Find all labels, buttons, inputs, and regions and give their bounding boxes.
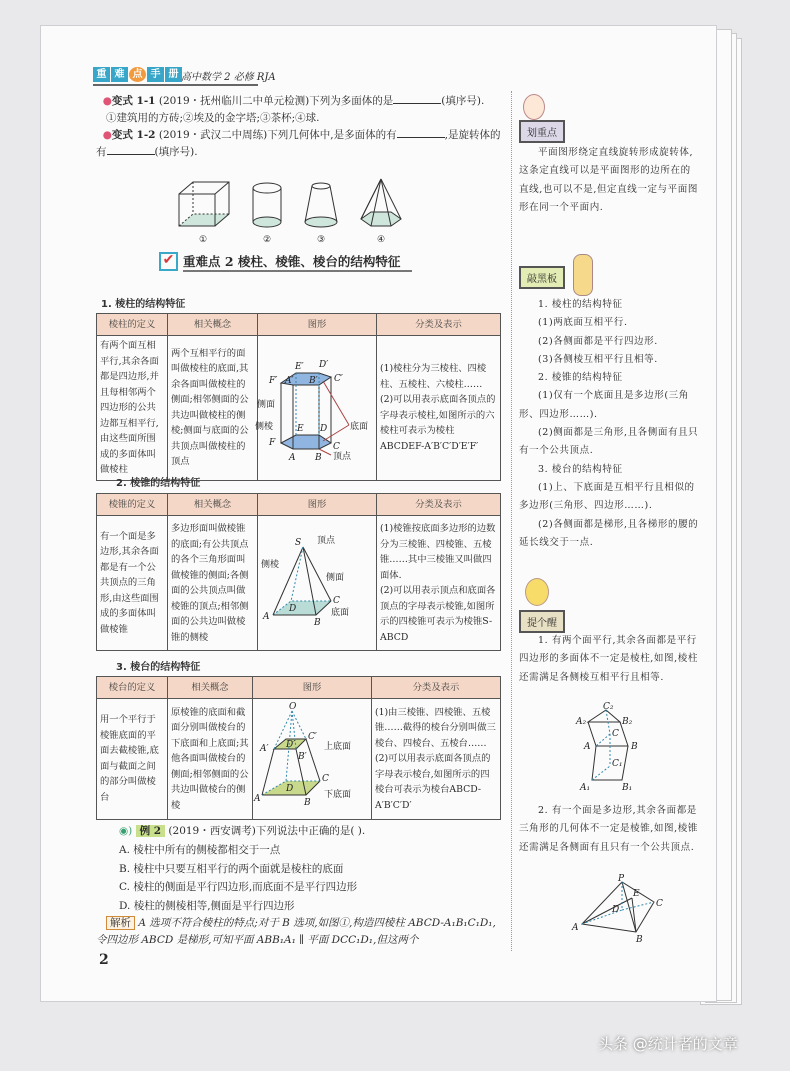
figure-label: C [612, 729, 619, 739]
figure-label: F [269, 438, 276, 448]
definition-cell: 用一个平行于棱锥底面的平面去截棱锥,底面与截面之间的部分叫做棱台 [97, 699, 168, 820]
concept-cell: 两个互相平行的面叫做棱柱的底面,其余各面叫做棱柱的侧面;相邻侧面的公共边叫做棱柱的侧棱;侧面与底面的公共顶点叫做棱柱的顶点 [168, 336, 258, 481]
key-point-text: 平面图形绕定直线旋转形成旋转体,这条定直线可以是平面图形的边所在的直线,也可以不是,但定直线一定与平面图形在同一个平面内. [519, 147, 698, 213]
concept-cell: 原棱锥的底面和截面分别叫做棱台的下底面和上底面;其他各面叫做棱台的侧面;相邻侧面的公共边叫做棱台的侧棱 [168, 699, 253, 820]
table-header: 棱锥的定义 [97, 494, 168, 516]
column-divider [511, 91, 512, 951]
figure-label: B [636, 935, 643, 945]
option-b: B. 棱柱中只要互相平行的两个面就是棱柱的底面 [119, 862, 344, 875]
figure-label: B₂ [622, 717, 633, 727]
example-2 [119, 823, 504, 840]
example-options [119, 841, 357, 915]
table-title: 2. 棱锥的结构特征 [116, 478, 201, 489]
header-rule [93, 84, 258, 86]
page-number: 2 [99, 952, 109, 968]
frustum-figure [256, 701, 368, 811]
table-header: 图形 [258, 494, 377, 516]
figure-label: D′ [319, 360, 329, 370]
figure-label: E′ [295, 362, 304, 372]
table-header: 相关概念 [168, 494, 258, 516]
option-d: D. 棱柱的侧棱相等,侧面是平行四边形 [119, 899, 295, 912]
subject-header: 高中数学 2 必修 RJA [181, 72, 276, 83]
figure-label: P [618, 874, 625, 884]
figure-label: B [304, 798, 311, 808]
concept-cell: 多边形面叫做棱锥的底面;有公共顶点的各个三角形面叫做棱锥的侧面;各侧面的公共顶点叫做棱锥的顶点;相邻侧面的公共边叫做棱锥的侧棱 [168, 516, 258, 651]
table-header: 棱柱的定义 [97, 314, 168, 336]
figure-label: B [631, 742, 638, 752]
answer-blank[interactable] [393, 103, 441, 104]
figure-cell [258, 516, 377, 651]
figure-label: A [254, 794, 261, 804]
reminder-tag: 提个醒 [519, 610, 565, 633]
logo-char: 点 [129, 67, 146, 82]
figure-label: D′ [286, 740, 296, 750]
pyramid-table [96, 493, 501, 651]
blackboard-line: 1. 棱柱的结构特征 [538, 299, 623, 310]
figure-label: ② [263, 235, 272, 245]
logo-char: 册 [165, 67, 182, 82]
blackboard-line: (1)两底面互相平行. [538, 317, 628, 329]
figure-label: 顶点 [333, 452, 352, 462]
section-title: 重难点 2 棱柱、棱锥、棱台的结构特征 [183, 252, 412, 272]
definition-cell: 有一个面是多边形,其余各面都是有一个公共顶点的三角形,由这些面围成的多面体叫做棱锥 [97, 516, 168, 651]
figure-label: D [612, 905, 620, 915]
key-point-tag: 划重点 [519, 120, 565, 143]
figure-label: C [333, 442, 340, 452]
blackboard-line: (2)侧面都是三角形,且各侧面有且只有一个公共顶点. [519, 427, 699, 457]
figure-label: C₁ [612, 759, 623, 769]
example-label: 例 2 [136, 825, 165, 837]
figure-label: B [315, 453, 322, 463]
table-header: 分类及表示 [372, 677, 501, 699]
prism-counterexample-figure [576, 704, 646, 794]
classification-cell: (1)棱柱分为三棱柱、四棱柱、五棱柱、六棱柱…… (2)可以用表示底面各顶点的字母表示棱柱,如图所示的六棱柱可表示为棱柱ABCDEF-A′B′C′D′E′F′ [377, 336, 501, 481]
pyramid-figure [261, 525, 373, 635]
blackboard-list [519, 296, 699, 552]
figure-label: E [633, 889, 640, 899]
figure-label: 侧棱 [261, 560, 280, 571]
figure-label: 顶点 [317, 536, 336, 547]
figure-label: B′ [298, 752, 307, 762]
teacher-avatar-icon [523, 94, 545, 120]
blackboard-line: (2)各侧面都是平行四边形. [538, 335, 658, 347]
handbook-logo [93, 67, 182, 82]
figure-label: C [656, 899, 663, 909]
figure-label: 底面 [331, 608, 350, 619]
logo-char: 重 [93, 67, 110, 82]
figure-cell [253, 699, 372, 820]
figure-label: D [320, 424, 328, 434]
variant-text: (2019・抚州临川二中单元检测)下列为多面体的是 [158, 95, 394, 107]
figure-label: 下底面 [324, 790, 352, 800]
figure-label: 侧棱 [255, 422, 274, 432]
figure-label: A₂ [576, 717, 587, 727]
figure-label: O [289, 702, 297, 712]
example-question: (2019・西安调考)下列说法中正确的是( ). [168, 825, 366, 837]
table-header: 分类及表示 [377, 494, 501, 516]
figure-label: A [263, 612, 270, 623]
figure-label: C₂ [603, 702, 614, 712]
figure-label: A [289, 453, 296, 463]
figure-label: E [297, 424, 304, 434]
figure-label: B₁ [622, 783, 633, 793]
table-title: 1. 棱柱的结构特征 [101, 299, 186, 310]
logo-char: 难 [111, 67, 128, 82]
analysis [96, 915, 506, 949]
figure-label: S [295, 538, 302, 549]
blackboard-line: (2)各侧面都是梯形,且各梯形的腰的延长线交于一点. [519, 518, 699, 548]
option-c: C. 棱柱的侧面是平行四边形,而底面不是平行四边形 [119, 881, 358, 893]
variant-tail: (填序号). [441, 95, 485, 107]
table-header: 图形 [258, 314, 377, 336]
figure-label: ③ [317, 235, 326, 245]
figure-label: D [289, 604, 297, 615]
watermark: 头条 @统计者的文章 [598, 1035, 738, 1053]
figure-label: 上底面 [324, 742, 352, 752]
variant-label: 变式 1-1 [111, 95, 156, 107]
table-header: 棱台的定义 [97, 677, 168, 699]
reminder-text-1: 1. 有两个面平行,其余各面都是平行四边形的多面体不一定是棱柱,如图,棱柱还需满足各侧棱互相平行且相等. [519, 635, 698, 683]
table-header: 相关概念 [168, 314, 258, 336]
frustum-table [96, 676, 501, 820]
variant-mid: ,是旋转体的有 [96, 129, 501, 158]
analysis-label: 解析 [106, 916, 135, 930]
variant-text: (2019・武汉二中周练)下列几何体中,是多面体的有 [158, 129, 397, 141]
answer-blank[interactable] [107, 154, 155, 155]
blackboard-line: 3. 棱台的结构特征 [538, 463, 623, 475]
answer-blank[interactable] [397, 137, 445, 138]
variant-tail: (填序号). [154, 146, 198, 158]
blackboard-line: (3)各侧棱互相平行且相等. [538, 353, 658, 365]
blackboard-line: (1)仅有一个底面且是多边形(三角形、四边形……). [519, 390, 689, 420]
girl-avatar-icon [525, 578, 549, 606]
blackboard-line: 2. 棱锥的结构特征 [538, 372, 623, 384]
prism-table [96, 313, 501, 481]
figure-label: A′ [260, 744, 269, 754]
table-header: 分类及表示 [377, 314, 501, 336]
figure-label: A [572, 923, 579, 933]
figure-label: 底面 [350, 422, 369, 432]
figure-label: A₁ [580, 783, 591, 793]
figure-cell [255, 336, 377, 481]
figure-label: 侧面 [257, 400, 276, 410]
figure-label: ① [199, 235, 208, 245]
figure-label: F′ [269, 376, 278, 386]
blackboard-tag: 敲黑板 [519, 266, 565, 289]
classification-cell: (1)棱锥按底面多边形的边数分为三棱锥、四棱锥、五棱锥……其中三棱锥又叫做四面体. (2)可以用表示顶点和底面各顶点的字母表示棱锥,如图所示的四棱锥可表示为棱锥S-ABCD [377, 516, 501, 651]
figure-label: D [286, 784, 294, 794]
table-header: 图形 [253, 677, 372, 699]
figure-label: C [322, 774, 329, 784]
figure-label: B′ [309, 376, 318, 386]
reminder-text-2: 2. 有一个面是多边形,其余各面都是三角形的几何体不一定是棱锥,如图,棱锥还需满足各侧面有且只有一个公共顶点. [519, 805, 698, 853]
classification-cell: (1)由三棱锥、四棱锥、五棱锥……截得的棱台分别叫做三棱台、四棱台、五棱台…… (2)可以用表示底面各顶点的字母表示棱台,如图所示的四棱台可表示为棱台ABCD-A′B′C′D′ [372, 699, 501, 820]
table-header: 相关概念 [168, 677, 253, 699]
variant-1-1 [96, 93, 506, 161]
option-a: A. 棱柱中所有的侧棱都相交于一点 [119, 844, 281, 856]
student-avatar-icon [573, 254, 593, 296]
definition-cell: 有两个面互相平行,其余各面都是四边形,并且每相邻两个四边形的公共边都互相平行,由这些面所围成的多面体叫做棱柱 [97, 336, 168, 481]
logo-char: 手 [147, 67, 164, 82]
hexagonal-prism-figure [255, 345, 373, 465]
pin-icon: ● [102, 129, 112, 141]
pyramid-counterexample-figure [566, 874, 666, 944]
figure-label: 侧面 [326, 573, 345, 584]
textbook-page [40, 25, 717, 1002]
pin-icon: ● [102, 95, 112, 107]
analysis-text: A 选项不符合棱柱的特点;对于 B 选项,如图①,构造四棱柱 ABCD-A₁B₁C₁D₁,令四边形 ABCD 是梯形,可知平面 ABB₁A₁ ∥ 平面 DCC₁D₁,但这两个 [96, 917, 496, 946]
table-title: 3. 棱台的结构特征 [116, 662, 201, 673]
blackboard-line: (1)上、下底面是互相平行且相似的多边形(三角形、四边形……). [519, 481, 695, 512]
variant-label: 变式 1-2 [111, 129, 156, 141]
figure-label: ④ [377, 235, 386, 245]
figure-label: B [314, 618, 321, 629]
checkmark-icon: ✔ [159, 252, 178, 271]
figure-label: A′ [285, 376, 294, 386]
figure-label: A [584, 742, 591, 752]
figure-label: C′ [308, 732, 317, 742]
speaker-icon: ◉) [119, 825, 133, 837]
figure-label: C [333, 596, 340, 607]
figure-label: C′ [334, 374, 343, 384]
solids-figure [171, 174, 411, 244]
variant-items: ①建筑用的方砖;②埃及的金字塔;③茶杯;④球. [106, 112, 320, 124]
